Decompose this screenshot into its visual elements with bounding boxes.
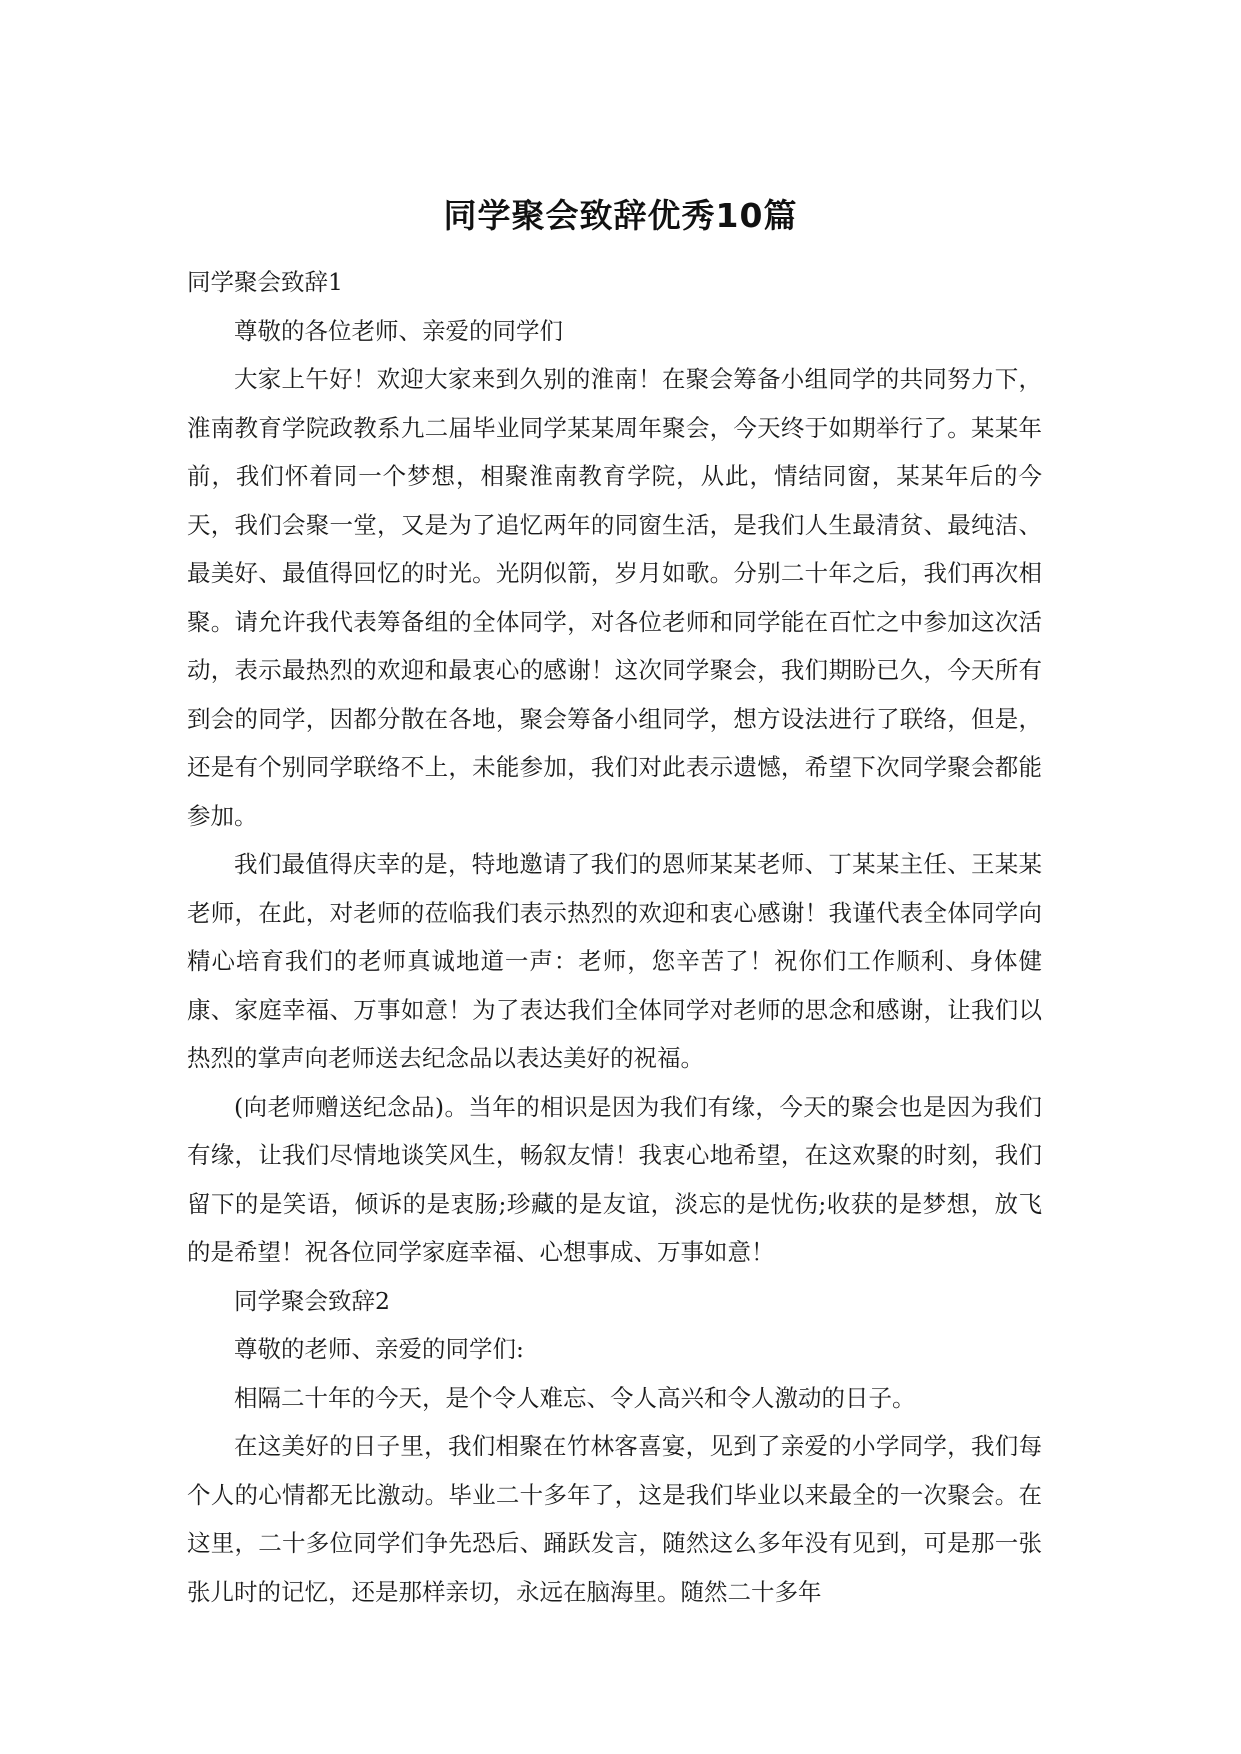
document-title: 同学聚会致辞优秀10篇 <box>443 196 798 235</box>
document-body <box>187 258 1042 1616</box>
section-heading-1: 同学聚会致辞1 <box>187 268 343 296</box>
paragraph: 我们最值得庆幸的是，特地邀请了我们的恩师某某老师、丁某某主任、王某某老师，在此，对老师的莅临我们表示热烈的欢迎和衷心感谢！我谨代表全体同学向精心培育我们的老师真诚地道一声：老师，您辛苦了！祝你们工作顺利、身体健康、家庭幸福、万事如意！为了表达我们全体同学对老师的思念和感谢，让我们以热烈的掌声向老师送去纪念品以表达美好的祝福。 <box>187 850 1042 1072</box>
paragraph: 相隔二十年的今天，是个令人难忘、令人高兴和令人激动的日子。 <box>234 1383 916 1412</box>
paragraph: 在这美好的日子里，我们相聚在竹林客喜宴，见到了亲爱的小学同学，我们每个人的心情都无比激动。毕业二十多年了，这是我们毕业以来最全的一次聚会。在这里，二十多位同学们争先恐后、踊跃发言，随然这么多年没有见到，可是那一张张儿时的记忆，还是那样亲切，永远在脑海里。随然二十多年 <box>187 1432 1042 1606</box>
paragraph-salutation-2: 尊敬的老师、亲爱的同学们: <box>234 1335 524 1363</box>
section-heading-2: 同学聚会致辞2 <box>234 1286 390 1315</box>
paragraph: (向老师赠送纪念品)。当年的相识是因为我们有缘，今天的聚会也是因为我们有缘，让我们尽情地谈笑风生，畅叙友情！我衷心地希望，在这欢聚的时刻，我们留下的是笑语，倾诉的是衷肠;珍藏的是友谊，淡忘的是忧伤;收获的是梦想，放飞的是希望！祝各位同学家庭幸福、心想事成、万事如意！ <box>187 1092 1042 1266</box>
paragraph-salutation-1: 尊敬的各位老师、亲爱的同学们 <box>234 316 563 345</box>
paragraph: 大家上午好！欢迎大家来到久别的淮南！在聚会筹备小组同学的共同努力下，淮南教育学院政教系九二届毕业同学某某周年聚会，今天终于如期举行了。某某年前，我们怀着同一个梦想，相聚淮南教育学院，从此，情结同窗，某某年后的今天，我们会聚一堂，又是为了追忆两年的同窗生活，是我们人生最清贫、最纯洁、最美好、最值得回忆的时光。光阴似箭，岁月如歌。分别二十年之后，我们再次相聚。请允许我代表筹备组的全体同学，对各位老师和同学能在百忙之中参加这次活动，表示最热烈的欢迎和最衷心的感谢！这次同学聚会，我们期盼已久，今天所有到会的同学，因都分散在各地，聚会筹备小组同学，想方设法进行了联络，但是，还是有个别同学联络不上，未能参加，我们对此表示遗憾，希望下次同学聚会都能参加。 <box>187 365 1042 830</box>
